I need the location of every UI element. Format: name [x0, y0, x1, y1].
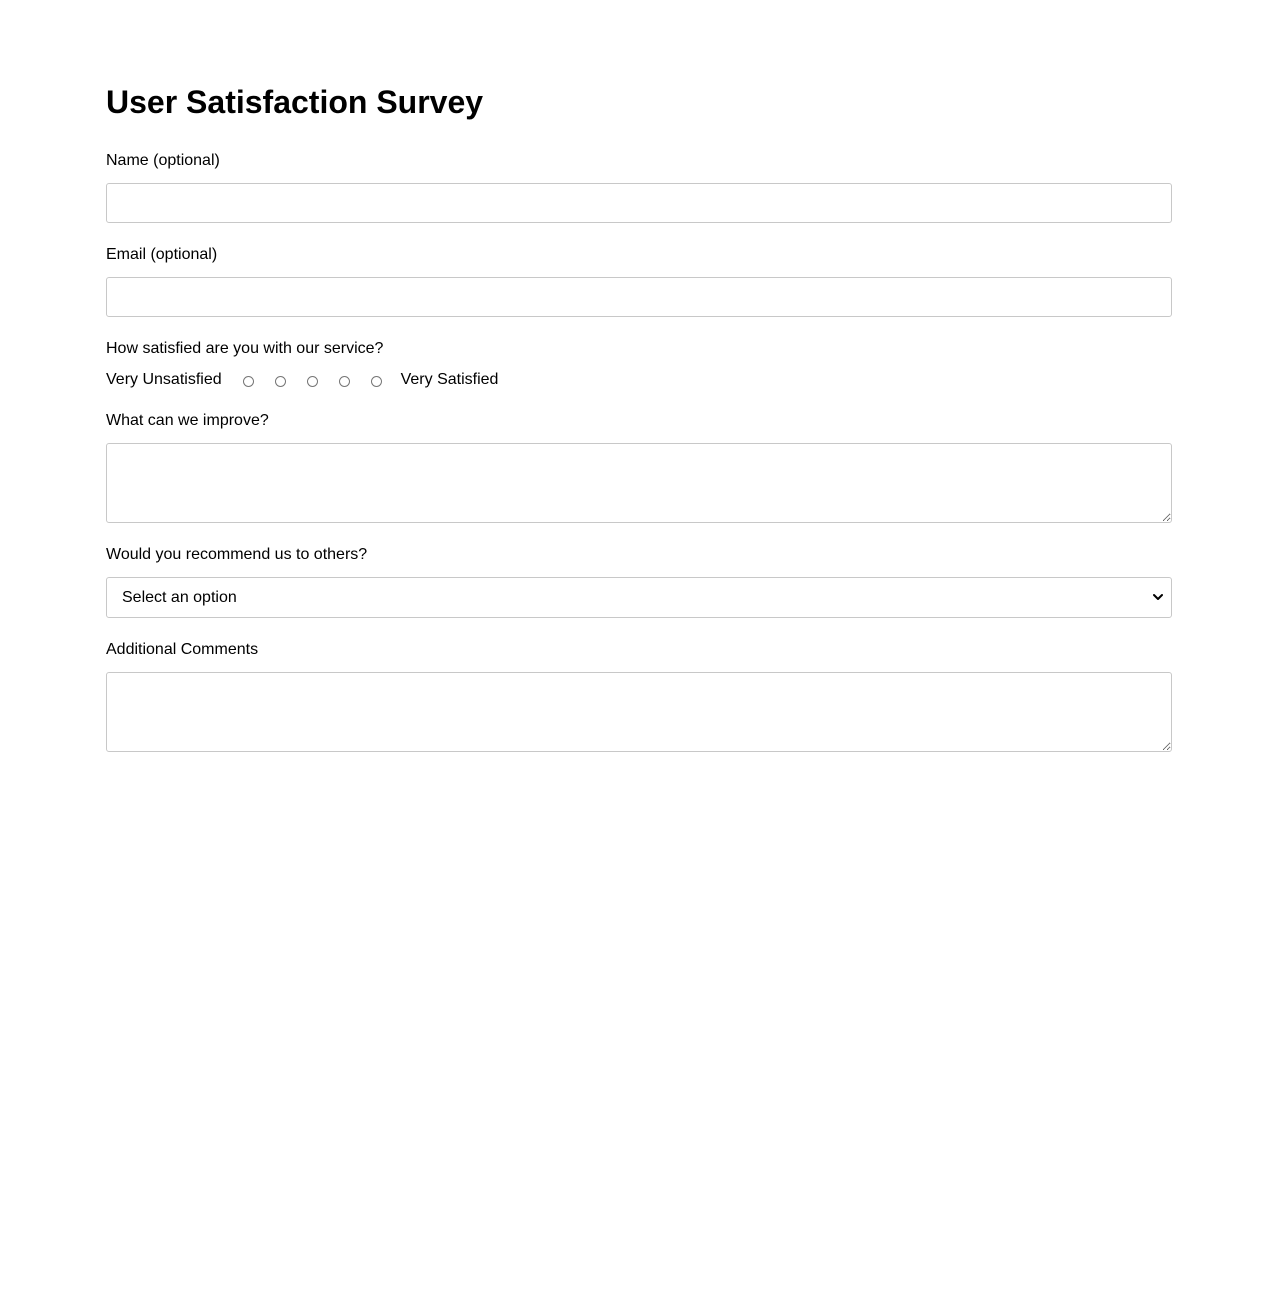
comments-label: Additional Comments [106, 641, 259, 658]
email-input[interactable] [106, 277, 1172, 317]
name-input[interactable] [106, 183, 1172, 223]
improve-textarea[interactable] [106, 443, 1172, 523]
satisfaction-radio-2[interactable] [275, 376, 286, 387]
satisfaction-question: How satisfied are you with our service? [106, 340, 384, 357]
page-title: User Satisfaction Survey [106, 84, 484, 120]
chevron-down-icon [1153, 593, 1163, 601]
recommend-select-value: Select an option [122, 589, 237, 606]
recommend-label: Would you recommend us to others? [106, 546, 368, 563]
satisfaction-radio-5[interactable] [371, 376, 382, 387]
recommend-select[interactable] [106, 577, 1172, 618]
comments-textarea[interactable] [106, 672, 1172, 752]
satisfaction-radio-group [243, 373, 382, 387]
scale-high-label: Very Satisfied [400, 371, 499, 388]
satisfaction-radio-4[interactable] [339, 376, 350, 387]
name-label: Name (optional) [106, 152, 220, 169]
scale-low-label: Very Unsatisfied [106, 371, 222, 388]
satisfaction-scale [106, 369, 498, 391]
satisfaction-radio-1[interactable] [243, 376, 254, 387]
improve-label: What can we improve? [106, 412, 269, 429]
email-label: Email (optional) [106, 246, 218, 263]
satisfaction-radio-3[interactable] [307, 376, 318, 387]
